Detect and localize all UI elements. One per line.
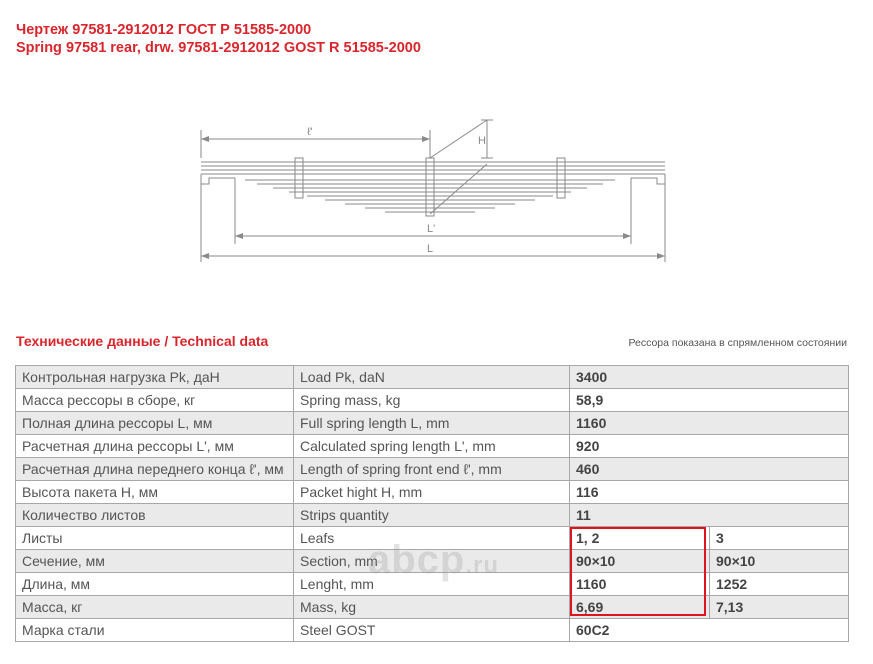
param-en: Packet hight H, mm bbox=[294, 481, 570, 504]
drawing-title-en: Spring 97581 rear, drw. 97581-2912012 GOST R 51585-2000 bbox=[16, 40, 421, 56]
table-row bbox=[16, 366, 849, 389]
param-en: Spring mass, kg bbox=[294, 389, 570, 412]
table-row bbox=[16, 458, 849, 481]
param-ru: Высота пакета H, мм bbox=[16, 481, 294, 504]
param-value-leaf-1-2: 1, 2 bbox=[570, 527, 710, 550]
param-value: 60С2 bbox=[570, 619, 849, 642]
param-ru: Расчетная длина рессоры L', мм bbox=[16, 435, 294, 458]
param-value: 920 bbox=[570, 435, 849, 458]
watermark bbox=[368, 538, 499, 583]
table-row bbox=[16, 504, 849, 527]
param-value-leaf-3: 3 bbox=[710, 527, 849, 550]
technical-data-table bbox=[15, 365, 849, 642]
param-value: 58,9 bbox=[570, 389, 849, 412]
param-value-leaf-1-2: 90×10 bbox=[570, 550, 710, 573]
label-height: H bbox=[478, 135, 486, 147]
param-ru: Количество листов bbox=[16, 504, 294, 527]
param-ru: Листы bbox=[16, 527, 294, 550]
param-ru: Масса, кг bbox=[16, 596, 294, 619]
table-row bbox=[16, 435, 849, 458]
param-ru: Контрольная нагрузка Pk, даН bbox=[16, 366, 294, 389]
label-full-length: L bbox=[427, 243, 434, 255]
param-en: Load Pk, daN bbox=[294, 366, 570, 389]
param-en: Calculated spring length L', mm bbox=[294, 435, 570, 458]
param-en: Strips quantity bbox=[294, 504, 570, 527]
table-row bbox=[16, 619, 849, 642]
param-value: 1160 bbox=[570, 412, 849, 435]
param-value: 460 bbox=[570, 458, 849, 481]
param-value-leaf-1-2: 1160 bbox=[570, 573, 710, 596]
param-ru: Длина, мм bbox=[16, 573, 294, 596]
param-en: Full spring length L, mm bbox=[294, 412, 570, 435]
highlight-box bbox=[570, 527, 706, 616]
spring-drawing bbox=[195, 112, 675, 267]
table-row bbox=[16, 481, 849, 504]
param-ru: Расчетная длина переднего конца ℓ', мм bbox=[16, 458, 294, 481]
param-en: Section, mm bbox=[294, 550, 570, 573]
param-en: Leafs bbox=[294, 527, 570, 550]
section-title: Технические данные / Technical data bbox=[16, 333, 269, 349]
param-value-leaf-3: 1252 bbox=[710, 573, 849, 596]
param-value-leaf-3: 7,13 bbox=[710, 596, 849, 619]
param-value-leaf-1-2: 6,69 bbox=[570, 596, 710, 619]
drawing-title-ru: Чертеж 97581-2912012 ГОСТ Р 51585-2000 bbox=[16, 22, 312, 38]
param-ru: Полная длина рессоры L, мм bbox=[16, 412, 294, 435]
section-note: Рессора показана в спрямленном состоянии bbox=[628, 337, 847, 349]
param-value-leaf-3: 90×10 bbox=[710, 550, 849, 573]
param-ru: Марка стали bbox=[16, 619, 294, 642]
param-en: Mass, kg bbox=[294, 596, 570, 619]
table-row bbox=[16, 412, 849, 435]
param-ru: Масса рессоры в сборе, кг bbox=[16, 389, 294, 412]
table-row bbox=[16, 389, 849, 412]
param-value: 11 bbox=[570, 504, 849, 527]
param-value: 116 bbox=[570, 481, 849, 504]
param-en: Lenght, mm bbox=[294, 573, 570, 596]
param-en: Length of spring front end ℓ', mm bbox=[294, 458, 570, 481]
label-front-length: ℓ' bbox=[307, 126, 313, 138]
param-ru: Сечение, мм bbox=[16, 550, 294, 573]
label-calc-length: L' bbox=[427, 223, 436, 235]
param-en: Steel GOST bbox=[294, 619, 570, 642]
table-row bbox=[16, 596, 849, 619]
watermark-text: abcp bbox=[368, 538, 466, 582]
watermark-suffix: .ru bbox=[465, 552, 500, 579]
param-value: 3400 bbox=[570, 366, 849, 389]
